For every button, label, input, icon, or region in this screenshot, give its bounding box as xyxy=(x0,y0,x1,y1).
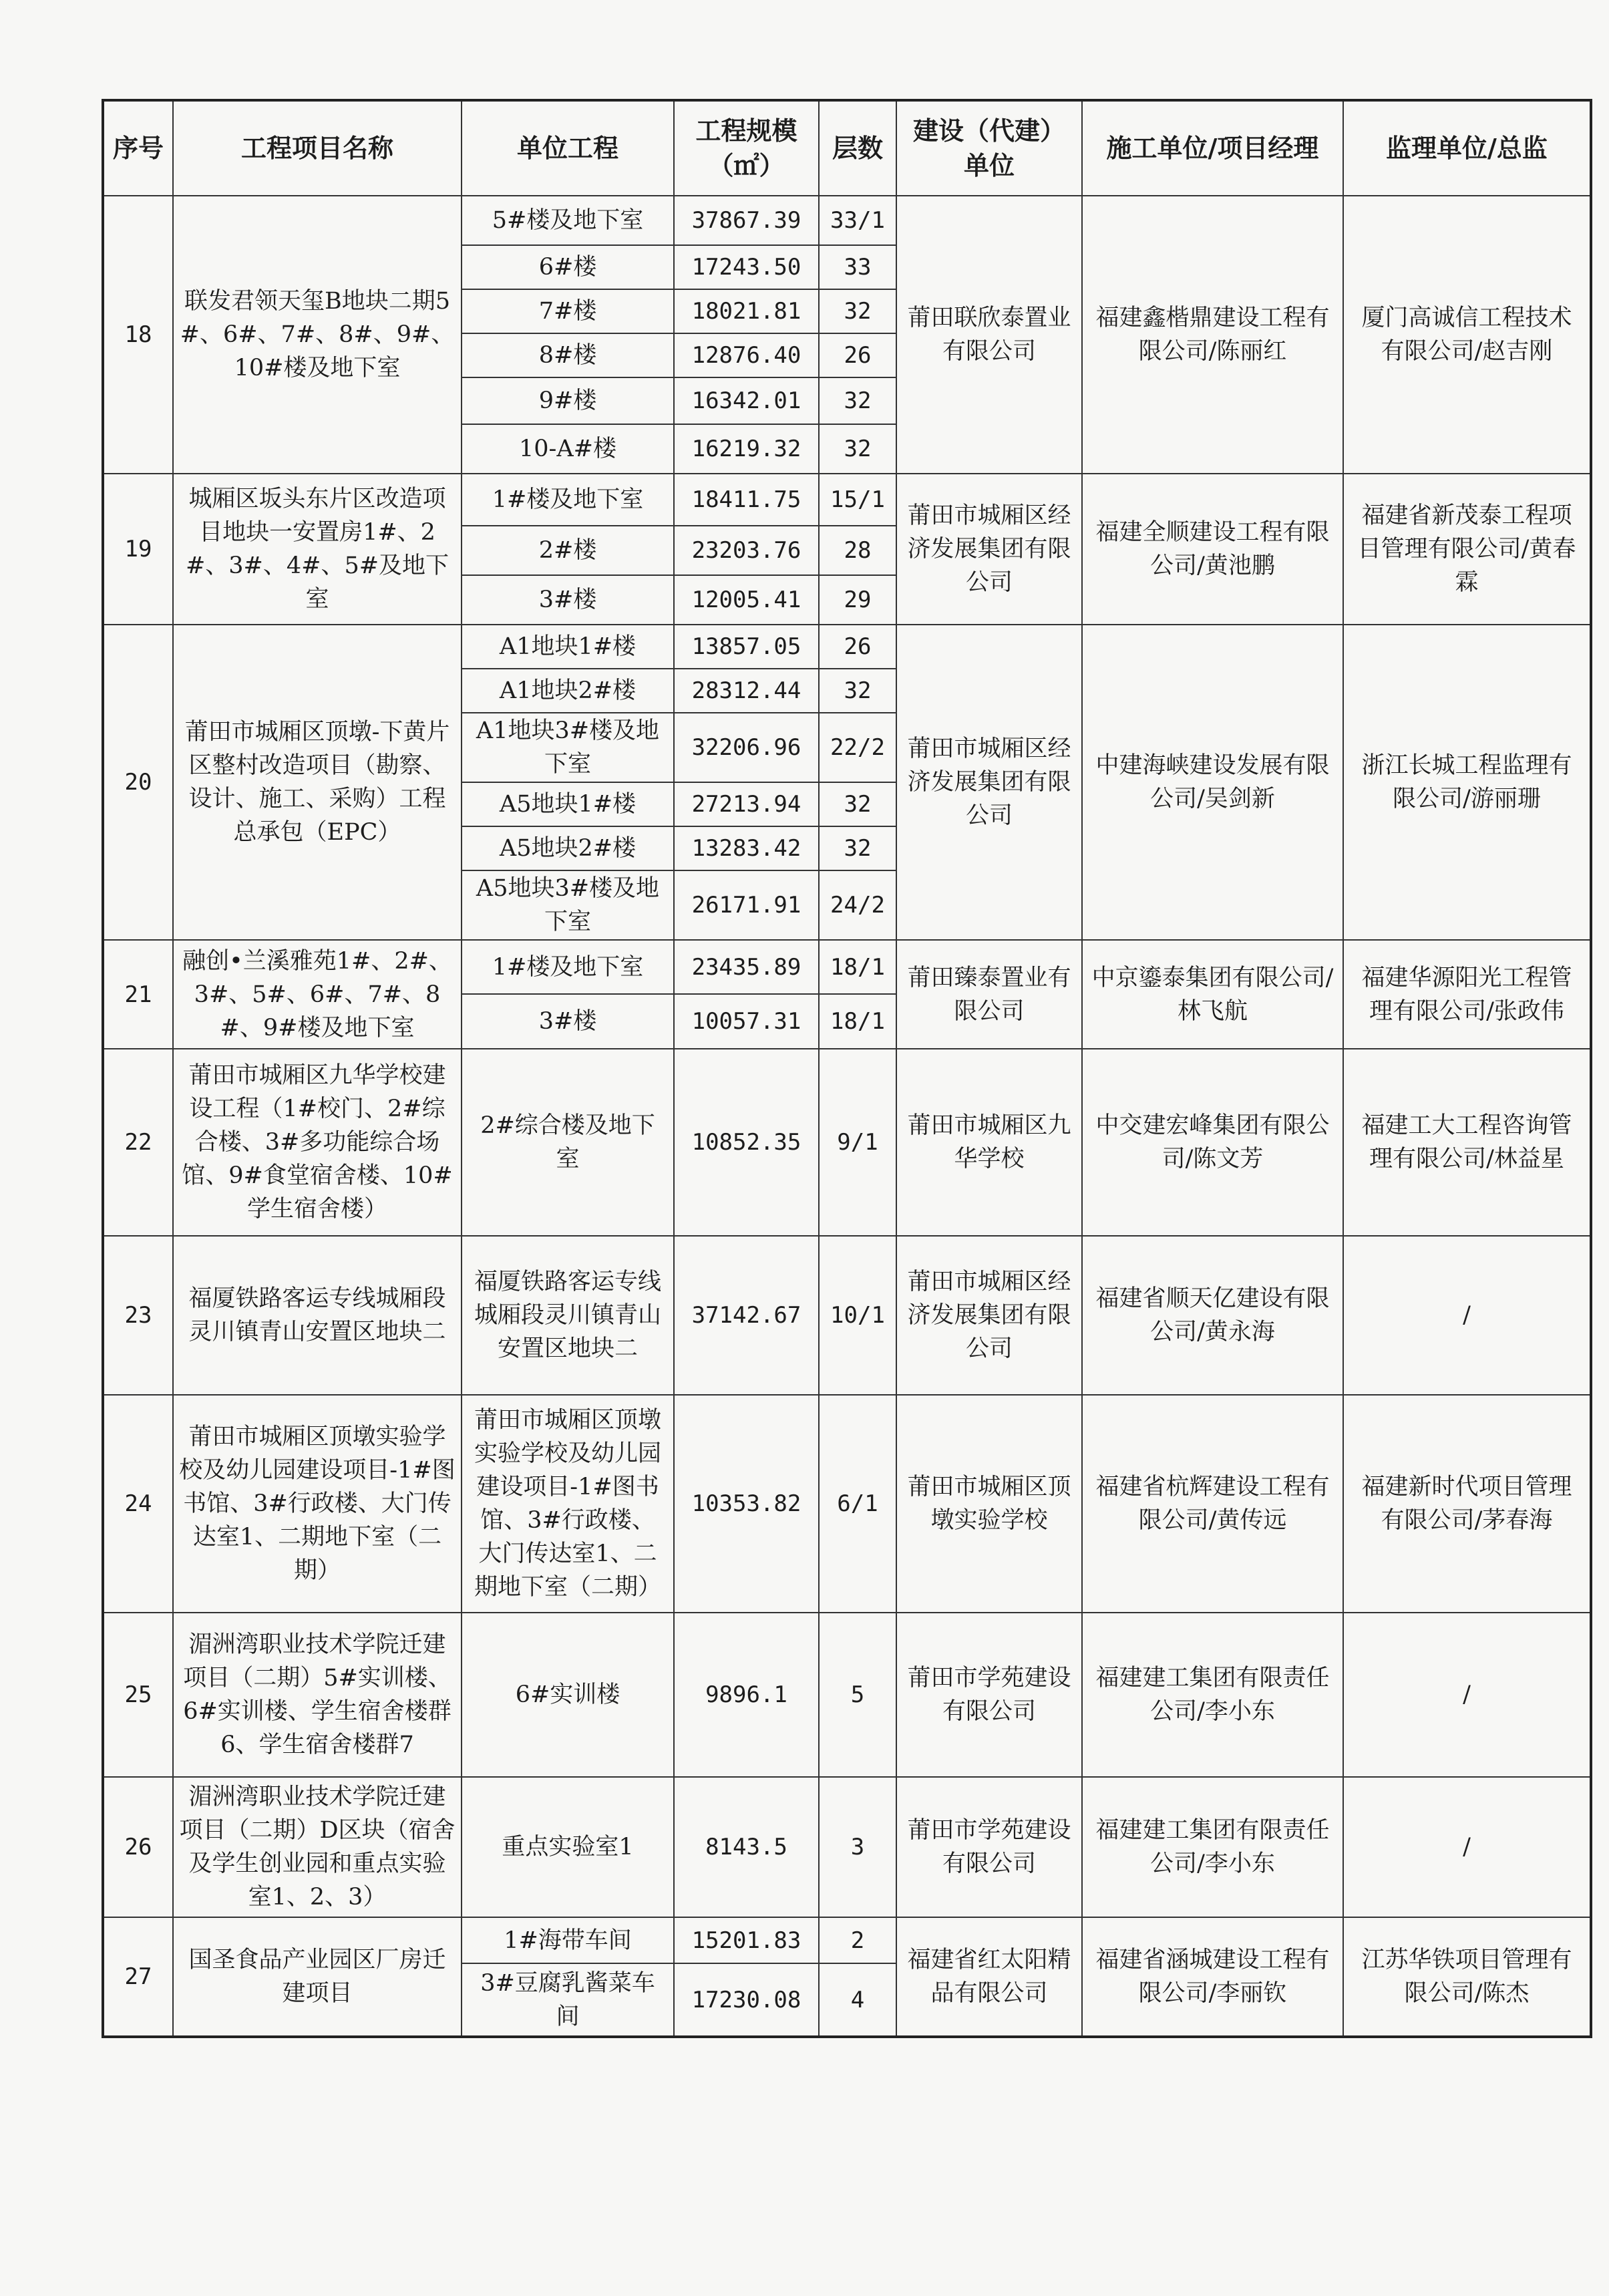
table-row xyxy=(103,1613,1591,1777)
row-builder: 莆田市城厢区九华学校 xyxy=(896,1049,1082,1236)
header-scale xyxy=(674,100,819,196)
header-floors: 层数 xyxy=(819,100,896,196)
unit-name: A1地块2#楼 xyxy=(462,669,674,713)
header-builder-unit: 单位 xyxy=(963,150,1015,180)
unit-scale: 32206.96 xyxy=(674,713,819,782)
unit-name: 9#楼 xyxy=(462,377,674,424)
row-builder: 莆田市学苑建设有限公司 xyxy=(896,1777,1082,1917)
unit-scale: 18411.75 xyxy=(674,474,819,526)
unit-floors: 26 xyxy=(819,333,896,377)
unit-floors: 15/1 xyxy=(819,474,896,526)
header-contractor: 施工单位/项目经理 xyxy=(1082,100,1343,196)
row-supervisor: 福建省新茂泰工程项目管理有限公司/黄春霖 xyxy=(1343,474,1591,625)
row-contractor: 中京鎏泰集团有限公司/林飞航 xyxy=(1082,940,1343,1049)
unit-scale: 18021.81 xyxy=(674,289,819,333)
table-row xyxy=(103,474,1591,526)
unit-name: 10-A#楼 xyxy=(462,424,674,474)
row-seq: 26 xyxy=(103,1777,173,1917)
unit-scale: 12876.40 xyxy=(674,333,819,377)
unit-scale: 10353.82 xyxy=(674,1395,819,1613)
row-supervisor: / xyxy=(1343,1613,1591,1777)
unit-floors: 5 xyxy=(819,1613,896,1777)
unit-floors: 33/1 xyxy=(819,196,896,245)
row-supervisor: 福建新时代项目管理有限公司/茅春海 xyxy=(1343,1395,1591,1613)
row-seq: 19 xyxy=(103,474,173,625)
row-builder: 莆田市城厢区经济发展集团有限公司 xyxy=(896,1236,1082,1395)
unit-scale: 8143.5 xyxy=(674,1777,819,1917)
row-seq: 21 xyxy=(103,940,173,1049)
row-project-name: 城厢区坂头东片区改造项目地块一安置房1#、2#、3#、4#、5#及地下室 xyxy=(173,474,462,625)
unit-name: A1地块1#楼 xyxy=(462,625,674,669)
unit-floors: 24/2 xyxy=(819,870,896,940)
unit-name: A5地块3#楼及地下室 xyxy=(462,870,674,940)
row-seq: 23 xyxy=(103,1236,173,1395)
unit-name: 1#楼及地下室 xyxy=(462,940,674,994)
unit-floors: 9/1 xyxy=(819,1049,896,1236)
unit-name: A5地块1#楼 xyxy=(462,782,674,826)
unit-name: 5#楼及地下室 xyxy=(462,196,674,245)
unit-name: 2#综合楼及地下室 xyxy=(462,1049,674,1236)
unit-scale: 13283.42 xyxy=(674,826,819,870)
unit-floors: 32 xyxy=(819,826,896,870)
row-contractor: 福建省杭辉建设工程有限公司/黄传远 xyxy=(1082,1395,1343,1613)
row-contractor: 中建海峡建设发展有限公司/吴剑新 xyxy=(1082,625,1343,940)
unit-scale: 15201.83 xyxy=(674,1917,819,1963)
row-builder: 福建省红太阳精品有限公司 xyxy=(896,1917,1082,2037)
row-project-name: 湄洲湾职业技术学院迁建项目（二期）D区块（宿舍及学生创业园和重点实验室1、2、3） xyxy=(173,1777,462,1917)
row-project-name: 联发君领天玺B地块二期5#、6#、7#、8#、9#、10#楼及地下室 xyxy=(173,196,462,474)
row-project-name: 国圣食品产业园区厂房迁建项目 xyxy=(173,1917,462,2037)
header-builder-title: 建设（代建） xyxy=(912,116,1065,146)
unit-scale: 37867.39 xyxy=(674,196,819,245)
unit-name: 2#楼 xyxy=(462,526,674,575)
row-project-name: 莆田市城厢区顶墩-下黄片区整村改造项目（勘察、设计、施工、采购）工程总承包（EPC） xyxy=(173,625,462,940)
row-builder: 莆田市学苑建设有限公司 xyxy=(896,1613,1082,1777)
row-contractor: 福建全顺建设工程有限公司/黄池鹏 xyxy=(1082,474,1343,625)
unit-name: 3#豆腐乳酱菜车间 xyxy=(462,1963,674,2037)
unit-name: 1#海带车间 xyxy=(462,1917,674,1963)
row-contractor: 福建建工集团有限责任公司/李小东 xyxy=(1082,1777,1343,1917)
table-row xyxy=(103,196,1591,245)
unit-scale: 28312.44 xyxy=(674,669,819,713)
row-supervisor: / xyxy=(1343,1777,1591,1917)
row-seq: 18 xyxy=(103,196,173,474)
unit-floors: 4 xyxy=(819,1963,896,2037)
row-builder: 莆田市城厢区经济发展集团有限公司 xyxy=(896,474,1082,625)
row-supervisor: 浙江长城工程监理有限公司/游丽珊 xyxy=(1343,625,1591,940)
unit-floors: 18/1 xyxy=(819,940,896,994)
row-project-name: 福厦铁路客运专线城厢段灵川镇青山安置区地块二 xyxy=(173,1236,462,1395)
unit-name: 1#楼及地下室 xyxy=(462,474,674,526)
table-body xyxy=(103,196,1591,2037)
table-row xyxy=(103,625,1591,669)
unit-name: 6#实训楼 xyxy=(462,1613,674,1777)
unit-name: 福厦铁路客运专线城厢段灵川镇青山安置区地块二 xyxy=(462,1236,674,1395)
table-row xyxy=(103,1236,1591,1395)
row-contractor: 福建省顺天亿建设有限公司/黄永海 xyxy=(1082,1236,1343,1395)
unit-floors: 32 xyxy=(819,669,896,713)
unit-floors: 2 xyxy=(819,1917,896,1963)
unit-name: 3#楼 xyxy=(462,575,674,625)
header-builder xyxy=(896,100,1082,196)
unit-scale: 17230.08 xyxy=(674,1963,819,2037)
unit-scale: 23203.76 xyxy=(674,526,819,575)
row-seq: 25 xyxy=(103,1613,173,1777)
row-contractor: 福建建工集团有限责任公司/李小东 xyxy=(1082,1613,1343,1777)
header-row xyxy=(103,100,1591,196)
row-contractor: 福建省涵城建设工程有限公司/李丽钦 xyxy=(1082,1917,1343,2037)
table-row xyxy=(103,940,1591,994)
unit-scale: 16342.01 xyxy=(674,377,819,424)
header-scale-unit: （㎡） xyxy=(708,150,785,180)
unit-name: A5地块2#楼 xyxy=(462,826,674,870)
row-builder: 莆田市城厢区顶墩实验学校 xyxy=(896,1395,1082,1613)
unit-floors: 33 xyxy=(819,245,896,289)
unit-scale: 10852.35 xyxy=(674,1049,819,1236)
unit-name: 7#楼 xyxy=(462,289,674,333)
row-supervisor: / xyxy=(1343,1236,1591,1395)
row-contractor: 中交建宏峰集团有限公司/陈文芳 xyxy=(1082,1049,1343,1236)
unit-name: A1地块3#楼及地下室 xyxy=(462,713,674,782)
unit-floors: 32 xyxy=(819,424,896,474)
header-supervisor: 监理单位/总监 xyxy=(1343,100,1591,196)
unit-floors: 32 xyxy=(819,289,896,333)
unit-scale: 13857.05 xyxy=(674,625,819,669)
unit-scale: 12005.41 xyxy=(674,575,819,625)
row-contractor: 福建鑫楷鼎建设工程有限公司/陈丽红 xyxy=(1082,196,1343,474)
unit-floors: 10/1 xyxy=(819,1236,896,1395)
unit-name: 8#楼 xyxy=(462,333,674,377)
row-builder: 莆田臻泰置业有限公司 xyxy=(896,940,1082,1049)
row-seq: 24 xyxy=(103,1395,173,1613)
unit-scale: 27213.94 xyxy=(674,782,819,826)
row-project-name: 莆田市城厢区顶墩实验学校及幼儿园建设项目-1#图书馆、3#行政楼、大门传达室1、二期地下室（二期） xyxy=(173,1395,462,1613)
unit-scale: 16219.32 xyxy=(674,424,819,474)
table-row xyxy=(103,1777,1591,1917)
unit-floors: 32 xyxy=(819,782,896,826)
project-table xyxy=(102,99,1592,2038)
unit-floors: 22/2 xyxy=(819,713,896,782)
unit-floors: 18/1 xyxy=(819,994,896,1049)
table-row xyxy=(103,1049,1591,1236)
unit-name: 重点实验室1 xyxy=(462,1777,674,1917)
row-seq: 22 xyxy=(103,1049,173,1236)
unit-scale: 17243.50 xyxy=(674,245,819,289)
unit-scale: 9896.1 xyxy=(674,1613,819,1777)
table-row xyxy=(103,1395,1591,1613)
unit-floors: 28 xyxy=(819,526,896,575)
row-seq: 27 xyxy=(103,1917,173,2037)
unit-floors: 26 xyxy=(819,625,896,669)
unit-name: 6#楼 xyxy=(462,245,674,289)
row-supervisor: 江苏华铁项目管理有限公司/陈杰 xyxy=(1343,1917,1591,2037)
row-project-name: 湄洲湾职业技术学院迁建项目（二期）5#实训楼、6#实训楼、学生宿舍楼群6、学生宿舍楼群7 xyxy=(173,1613,462,1777)
row-supervisor: 厦门高诚信工程技术有限公司/赵吉刚 xyxy=(1343,196,1591,474)
header-unit-project: 单位工程 xyxy=(462,100,674,196)
row-project-name: 莆田市城厢区九华学校建设工程（1#校门、2#综合楼、3#多功能综合场馆、9#食堂宿舍楼、10#学生宿舍楼） xyxy=(173,1049,462,1236)
unit-scale: 26171.91 xyxy=(674,870,819,940)
row-supervisor: 福建华源阳光工程管理有限公司/张政伟 xyxy=(1343,940,1591,1049)
unit-floors: 29 xyxy=(819,575,896,625)
unit-scale: 10057.31 xyxy=(674,994,819,1049)
unit-scale: 37142.67 xyxy=(674,1236,819,1395)
header-scale-title: 工程规模 xyxy=(695,116,797,146)
row-seq: 20 xyxy=(103,625,173,940)
table-row xyxy=(103,1917,1591,1963)
unit-floors: 32 xyxy=(819,377,896,424)
row-builder: 莆田联欣泰置业有限公司 xyxy=(896,196,1082,474)
unit-floors: 3 xyxy=(819,1777,896,1917)
header-project-name: 工程项目名称 xyxy=(173,100,462,196)
unit-name: 莆田市城厢区顶墩实验学校及幼儿园建设项目-1#图书馆、3#行政楼、大门传达室1、二期地下室（二期） xyxy=(462,1395,674,1613)
row-builder: 莆田市城厢区经济发展集团有限公司 xyxy=(896,625,1082,940)
row-project-name: 融创•兰溪雅苑1#、2#、3#、5#、6#、7#、8#、9#楼及地下室 xyxy=(173,940,462,1049)
unit-scale: 23435.89 xyxy=(674,940,819,994)
row-supervisor: 福建工大工程咨询管理有限公司/林益星 xyxy=(1343,1049,1591,1236)
header-seq: 序号 xyxy=(103,100,173,196)
unit-floors: 6/1 xyxy=(819,1395,896,1613)
unit-name: 3#楼 xyxy=(462,994,674,1049)
